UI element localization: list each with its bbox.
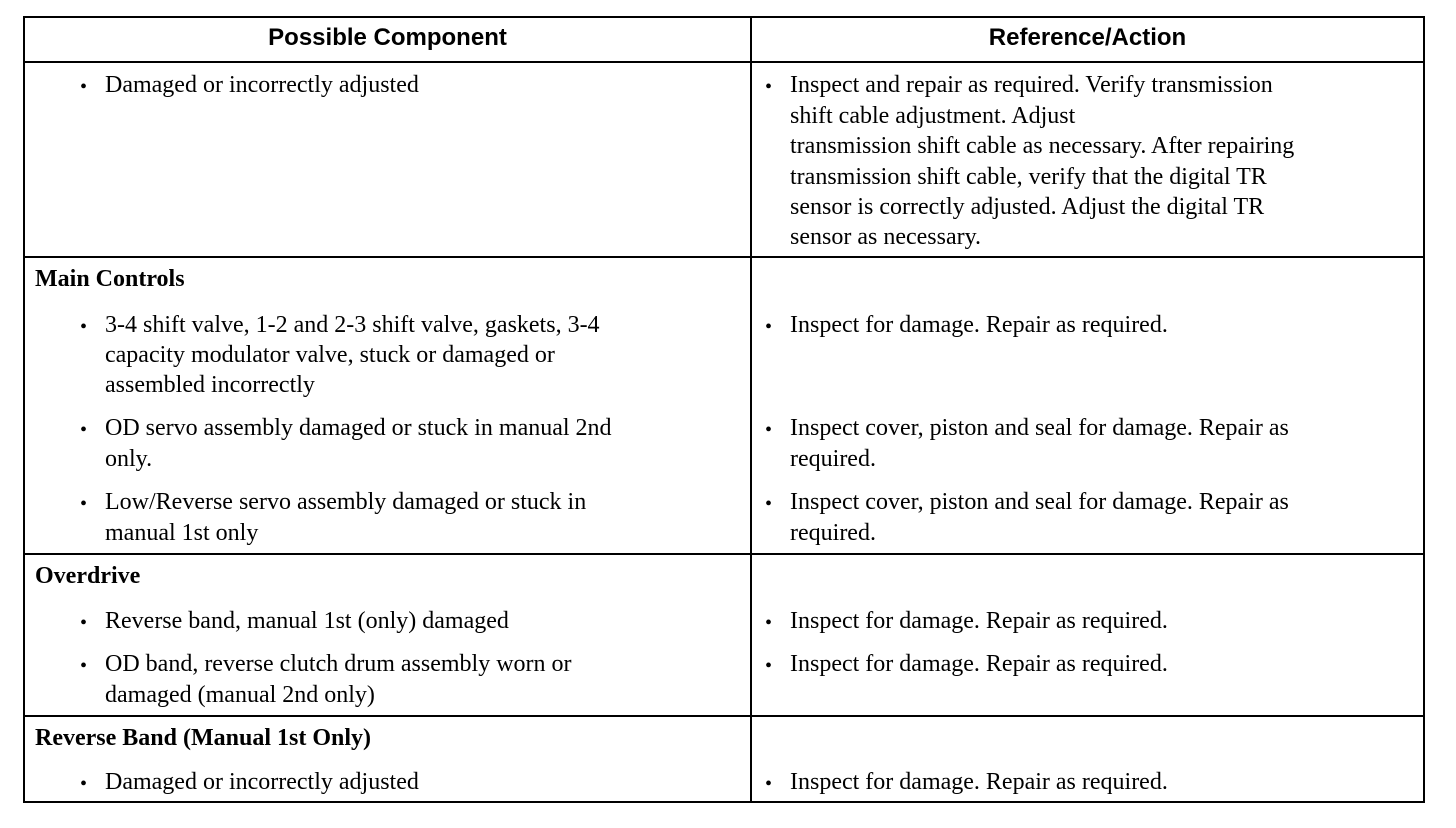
- bullet-icon: •: [765, 419, 773, 441]
- row-divider: [25, 553, 1423, 555]
- bullet-icon: •: [765, 76, 773, 98]
- bullet-icon: •: [765, 773, 773, 795]
- action-line: Inspect for damage. Repair as required.: [790, 312, 1168, 338]
- bullet-icon: •: [80, 76, 88, 98]
- row-divider: [25, 715, 1423, 717]
- section-title: Reverse Band (Manual 1st Only): [35, 725, 371, 751]
- action-line: Inspect cover, piston and seal for damage. Repair as: [790, 489, 1289, 515]
- header-reference-action: Reference/Action: [988, 24, 1187, 51]
- component-line: 3-4 shift valve, 1-2 and 2-3 shift valve, gaskets, 3-4: [105, 312, 600, 338]
- action-line: transmission shift cable, verify that the digital TR: [790, 164, 1267, 190]
- component-line: Low/Reverse servo assembly damaged or stuck in: [105, 489, 587, 515]
- action-line: transmission shift cable as necessary. After repairing: [790, 133, 1295, 159]
- action-line: required.: [790, 520, 876, 546]
- bullet-icon: •: [765, 612, 773, 634]
- row-divider: [25, 256, 1423, 258]
- component-line: Damaged or incorrectly adjusted: [105, 72, 419, 98]
- component-line: manual 1st only: [105, 520, 259, 546]
- column-divider: [750, 18, 752, 801]
- component-line: capacity modulator valve, stuck or damaged or: [105, 342, 555, 368]
- bullet-icon: •: [80, 655, 88, 677]
- section-title: Main Controls: [35, 266, 185, 292]
- bullet-icon: •: [80, 773, 88, 795]
- bullet-icon: •: [765, 655, 773, 677]
- bullet-icon: •: [80, 612, 88, 634]
- action-line: Inspect for damage. Repair as required.: [790, 608, 1168, 634]
- action-line: sensor is correctly adjusted. Adjust the digital TR: [790, 194, 1265, 220]
- section-title: Overdrive: [35, 563, 141, 589]
- component-line: Reverse band, manual 1st (only) damaged: [105, 608, 509, 634]
- header-divider: [25, 61, 1423, 63]
- component-line: OD servo assembly damaged or stuck in manual 2nd: [105, 415, 612, 441]
- action-line: shift cable adjustment. Adjust: [790, 103, 1076, 129]
- action-line: sensor as necessary.: [790, 224, 982, 250]
- header-possible-component: Possible Component: [268, 24, 507, 51]
- bullet-icon: •: [80, 316, 88, 338]
- bullet-icon: •: [80, 419, 88, 441]
- component-line: damaged (manual 2nd only): [105, 682, 375, 708]
- component-line: assembled incorrectly: [105, 372, 315, 398]
- component-line: Damaged or incorrectly adjusted: [105, 769, 419, 795]
- bullet-icon: •: [765, 316, 773, 338]
- bullet-icon: •: [80, 493, 88, 515]
- action-line: Inspect and repair as required. Verify transmission: [790, 72, 1273, 98]
- bullet-icon: •: [765, 493, 773, 515]
- diagnosis-table: [23, 16, 1425, 803]
- action-line: Inspect for damage. Repair as required.: [790, 769, 1168, 795]
- component-line: OD band, reverse clutch drum assembly worn or: [105, 651, 572, 677]
- action-line: Inspect cover, piston and seal for damage. Repair as: [790, 415, 1289, 441]
- action-line: Inspect for damage. Repair as required.: [790, 651, 1168, 677]
- component-line: only.: [105, 446, 153, 472]
- action-line: required.: [790, 446, 876, 472]
